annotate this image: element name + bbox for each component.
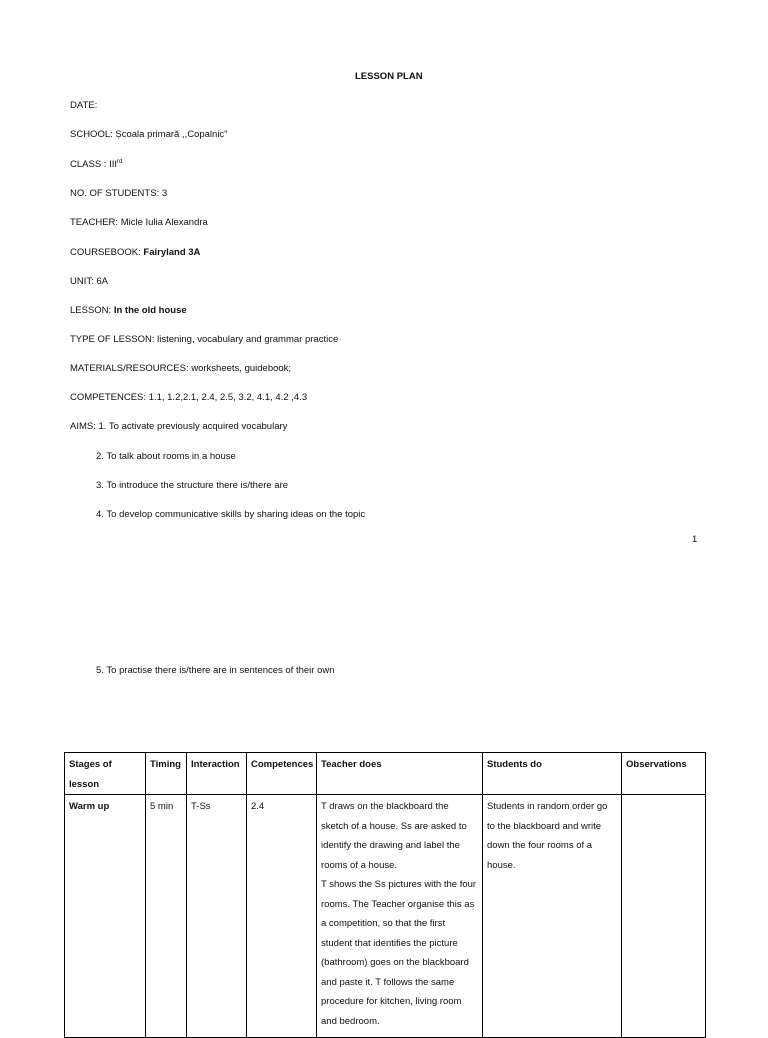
table-row (65, 795, 706, 1038)
page-number: 1 (692, 534, 698, 545)
teacher-line (70, 217, 208, 228)
page-title: LESSON PLAN (355, 71, 423, 82)
unit-label: UNIT: (70, 276, 94, 287)
aim-item: 5. To practise there is/there are in sentences of their own (96, 665, 335, 676)
lesson-plan-table (64, 752, 706, 1038)
competences-line (70, 392, 307, 403)
competences-label: COMPETENCES: (70, 392, 147, 403)
unit-line (70, 276, 108, 287)
students-value: 3 (161, 188, 168, 199)
aim-item: 4. To develop communicative skills by sharing ideas on the topic (96, 509, 366, 520)
teacher-value: Micle Iulia Alexandra (120, 217, 208, 228)
materials-value: worksheets, guidebook; (191, 363, 292, 374)
aim-item: 3. To introduce the structure there is/there are (96, 480, 289, 491)
lesson-label: LESSON: (70, 305, 112, 316)
timing-cell: 5 min (146, 795, 187, 1038)
column-header: Observations (622, 753, 706, 795)
observations-cell (622, 795, 706, 1038)
competences-cell: 2.4 (247, 795, 317, 1038)
materials-line (70, 363, 291, 374)
students-label: NO. OF STUDENTS: (70, 188, 160, 199)
column-header: Interaction (187, 753, 247, 795)
aims-line (70, 421, 287, 432)
aims-label: AIMS: (70, 421, 96, 432)
school-label: SCHOOL: (70, 129, 113, 140)
students-do-cell: Students in random order go to the blackboard and write down the four rooms of a house. (483, 795, 622, 1038)
unit-value: 6A (96, 276, 109, 287)
lesson-value: In the old house (113, 305, 187, 316)
teacher-label: TEACHER: (70, 217, 119, 228)
school-value: Școala primară ,,Copalnic" (115, 129, 228, 140)
competences-value: 1.1, 1.2,2.1, 2.4, 2.5, 3.2, 4.1, 4.2 ,4.3 (148, 392, 308, 403)
type-label: TYPE OF LESSON: (70, 334, 155, 345)
class-line (70, 159, 122, 170)
table-header-row (65, 753, 706, 795)
materials-label: MATERIALS/RESOURCES: (70, 363, 189, 374)
teacher-does-text: T draws on the blackboard the sketch of a house. Ss are asked to identify the drawing and label the rooms of a house. (321, 801, 467, 871)
coursebook-line (70, 247, 200, 258)
column-header: Students do (483, 753, 622, 795)
date-line (70, 100, 97, 111)
type-value: listening, vocabulary and grammar practice (157, 334, 339, 345)
class-superscript: rd (117, 158, 123, 165)
teacher-does-text: T shows the Ss pictures with the four rooms. The Teacher organise this as a competition, so that the first student that identifies the picture (bathroom) goes on the blackboard and paste it. T follows the same procedure for kitchen, living room and bedroom. (321, 879, 477, 1027)
lesson-line (70, 305, 187, 316)
class-value: III (109, 159, 117, 170)
column-header: Stages of lesson (65, 753, 146, 795)
column-header: Teacher does (317, 753, 483, 795)
coursebook-value: Fairyland 3A (143, 247, 201, 258)
students-line (70, 188, 167, 199)
school-line (70, 129, 228, 140)
class-label: CLASS : (70, 159, 107, 170)
date-label: DATE: (70, 100, 98, 111)
column-header: Timing (146, 753, 187, 795)
coursebook-label: COURSEBOOK: (70, 247, 141, 258)
type-line (70, 334, 338, 345)
stage-cell: Warm up (65, 795, 146, 1038)
column-header: Competences (247, 753, 317, 795)
interaction-cell: T-Ss (187, 795, 247, 1038)
aim-item: 1. To activate previously acquired vocabulary (98, 421, 288, 432)
aim-item: 2. To talk about rooms in a house (96, 451, 236, 462)
teacher-does-cell (317, 795, 483, 1038)
